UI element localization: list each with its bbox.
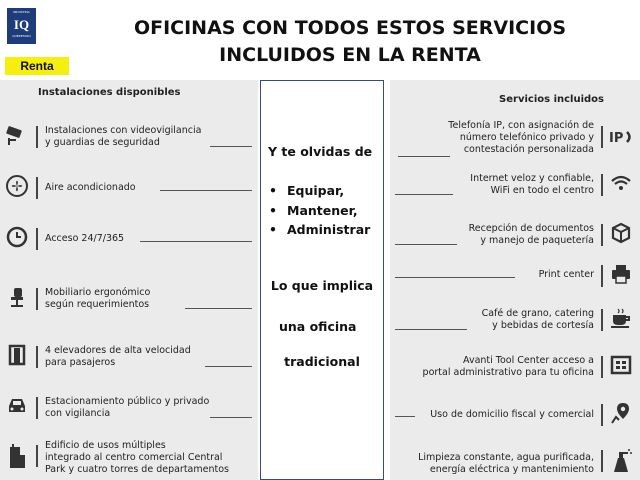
logo-bottom-text: QUERETARO xyxy=(12,34,31,38)
center-message-box xyxy=(260,80,384,480)
list-item xyxy=(0,342,258,376)
center-bullet-list xyxy=(267,181,370,240)
installations-header: Instalaciones disponibles xyxy=(38,87,181,98)
center-closing-1: Lo que implica xyxy=(270,278,374,293)
iq-logo xyxy=(7,8,36,44)
item-text: Café de grano, catering y bebidas de cortesía xyxy=(481,308,594,331)
bullet-item: • Administrar xyxy=(267,220,370,240)
separator xyxy=(36,177,38,199)
renta-tag: Renta xyxy=(5,57,69,75)
item-text: Acceso 24/7/365 xyxy=(45,233,125,244)
separator xyxy=(601,356,603,378)
rule-line xyxy=(185,308,252,309)
list-item xyxy=(0,173,258,207)
svg-text:IP: IP xyxy=(609,131,624,145)
list-item xyxy=(390,170,640,204)
title-line-2: INCLUIDOS EN LA RENTA xyxy=(219,44,481,66)
separator xyxy=(36,288,38,310)
list-item xyxy=(0,437,258,479)
list-item xyxy=(0,122,258,156)
list-item xyxy=(390,305,640,339)
rule-line xyxy=(395,194,453,195)
separator xyxy=(601,174,603,196)
installations-panel xyxy=(0,80,258,480)
item-text: Estacionamiento público y privado con vigilancia xyxy=(45,396,210,419)
rule-line xyxy=(210,417,252,418)
cctv-camera-icon xyxy=(4,122,30,148)
list-item xyxy=(0,393,258,427)
list-item xyxy=(0,224,258,258)
center-closing-2: una oficina xyxy=(279,319,357,334)
item-text: Uso de domicilio fiscal y comercial xyxy=(430,409,594,420)
rule-line xyxy=(395,277,515,278)
center-lead: Y te olvidas de xyxy=(268,144,373,159)
rule-line xyxy=(160,190,252,191)
item-text: Telefonía IP, con asignación de número telefónico privado y contestación personalizada xyxy=(448,120,594,155)
item-text: Edificio de usos múltiples integrado al centro comercial Central Park y cuatro torres de departamentos xyxy=(45,440,229,475)
page-title xyxy=(90,15,610,69)
rule-line xyxy=(210,146,252,147)
printer-icon xyxy=(608,261,634,287)
separator xyxy=(601,265,603,287)
services-panel xyxy=(390,80,640,480)
item-text: Limpieza constante, agua purificada, energía eléctrica y mantenimiento xyxy=(418,452,594,475)
separator xyxy=(36,228,38,250)
item-text: Recepción de documentos y manejo de paquetería xyxy=(468,223,594,246)
list-item xyxy=(390,220,640,254)
center-closing-3: tradicional xyxy=(284,354,360,369)
coffee-cup-icon xyxy=(608,305,634,331)
separator xyxy=(601,450,603,472)
list-item xyxy=(390,120,640,160)
item-text: Aire acondicionado xyxy=(45,182,136,193)
rule-line xyxy=(395,244,457,245)
separator xyxy=(601,126,603,148)
office-chair-icon xyxy=(4,284,30,310)
item-text: Print center xyxy=(538,269,594,280)
rule-line xyxy=(395,329,467,330)
rule-line xyxy=(395,416,415,417)
car-icon xyxy=(4,393,30,419)
list-item xyxy=(390,400,640,434)
rule-line xyxy=(205,366,252,367)
package-icon xyxy=(608,220,634,246)
fan-icon xyxy=(4,173,30,199)
location-pin-icon xyxy=(608,400,634,426)
item-text: 4 elevadores de alta velocidad para pasajeros xyxy=(45,345,191,368)
services-header: Servicios incluidos xyxy=(499,94,604,105)
list-item xyxy=(390,442,640,480)
bullet-item: • Mantener, xyxy=(267,201,370,221)
item-text: Instalaciones con videovigilancia y guardias de seguridad xyxy=(45,125,202,148)
list-item xyxy=(390,352,640,386)
building-icon xyxy=(4,443,30,469)
list-item xyxy=(0,284,258,318)
logo-mark: IQ xyxy=(13,17,30,32)
wifi-icon xyxy=(608,170,634,196)
clock-icon xyxy=(4,224,30,250)
cleaning-spray-icon xyxy=(608,448,634,474)
separator xyxy=(36,126,38,148)
item-text: Mobiliario ergonómico según requerimientos xyxy=(45,287,151,310)
logo-top-text: INDUSTRIA xyxy=(13,10,30,14)
bullet-item: • Equipar, xyxy=(267,181,370,201)
rule-line xyxy=(140,241,252,242)
rule-line xyxy=(398,156,450,157)
list-item xyxy=(390,261,640,295)
item-text: Avanti Tool Center acceso a portal administrativo para tu oficina xyxy=(422,355,594,378)
item-text: Internet veloz y confiable, WiFi en todo el centro xyxy=(470,173,594,196)
ip-phone-icon xyxy=(608,124,634,150)
separator xyxy=(601,224,603,246)
separator xyxy=(36,397,38,419)
separator xyxy=(36,346,38,368)
separator xyxy=(601,404,603,426)
admin-portal-icon xyxy=(608,352,634,378)
separator xyxy=(601,309,603,331)
elevator-icon xyxy=(4,342,30,368)
title-line-1: OFICINAS CON TODOS ESTOS SERVICIOS xyxy=(133,17,567,39)
separator xyxy=(36,445,38,467)
